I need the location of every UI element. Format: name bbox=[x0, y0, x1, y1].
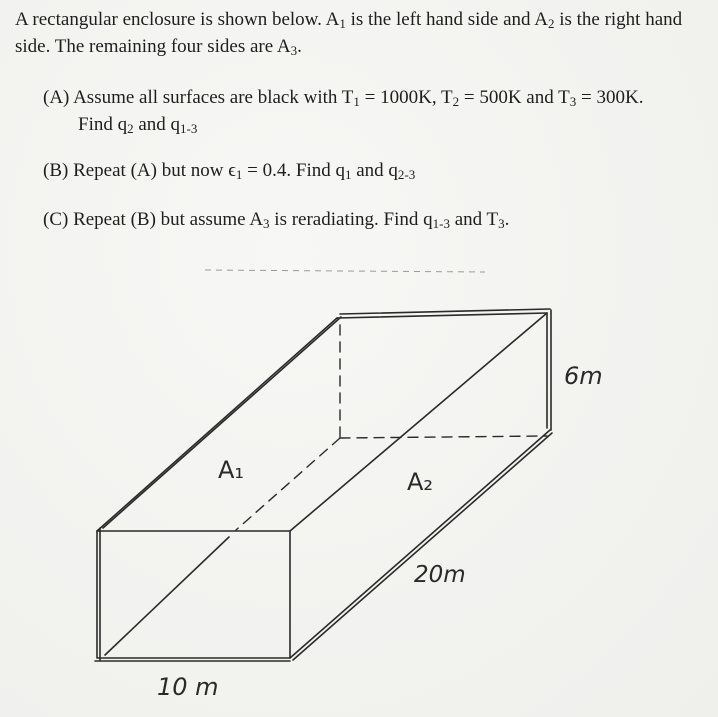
top-right-edge bbox=[290, 313, 547, 531]
label-width: 10 m bbox=[157, 673, 219, 701]
box-outline bbox=[95, 309, 552, 661]
problem-statement: A rectangular enclosure is shown below. $A_1$ is the left hand side and $A_2$ is the right hand side. The remaining four sides are $A_3$. bbox=[15, 9, 683, 58]
part-c-question: (C) Repeat (B) but assume $A_3$ is reradiating. Find $q_{1-3}$ and $T_3$. bbox=[43, 209, 510, 231]
hidden-bottom-left bbox=[236, 438, 340, 530]
top-left-edge bbox=[97, 318, 337, 531]
separator-line bbox=[205, 270, 485, 272]
front-diagonal bbox=[105, 537, 229, 655]
hidden-edges bbox=[236, 325, 547, 530]
label-a1: A₁ bbox=[218, 456, 245, 484]
part-b-question: (B) Repeat (A) but now $\epsilon_1 = 0.4$. Find $q_1$ and $q_{2-3}$ bbox=[43, 160, 416, 182]
label-height: 6m bbox=[564, 362, 603, 390]
hidden-back-bottom bbox=[340, 436, 547, 438]
bottom-right-edge bbox=[290, 430, 550, 658]
label-length: 20m bbox=[414, 562, 466, 588]
top-left-edge-double bbox=[103, 317, 341, 528]
part-a-question: (A) Assume all surfaces are black with $T_1 = 1000K$, $T_2 = 500K$ and $T_3 = 300K$. Find $q_2$ and $q_{1-3}$ bbox=[43, 87, 644, 136]
label-a2: A₂ bbox=[407, 468, 434, 496]
front-face bbox=[97, 531, 290, 658]
